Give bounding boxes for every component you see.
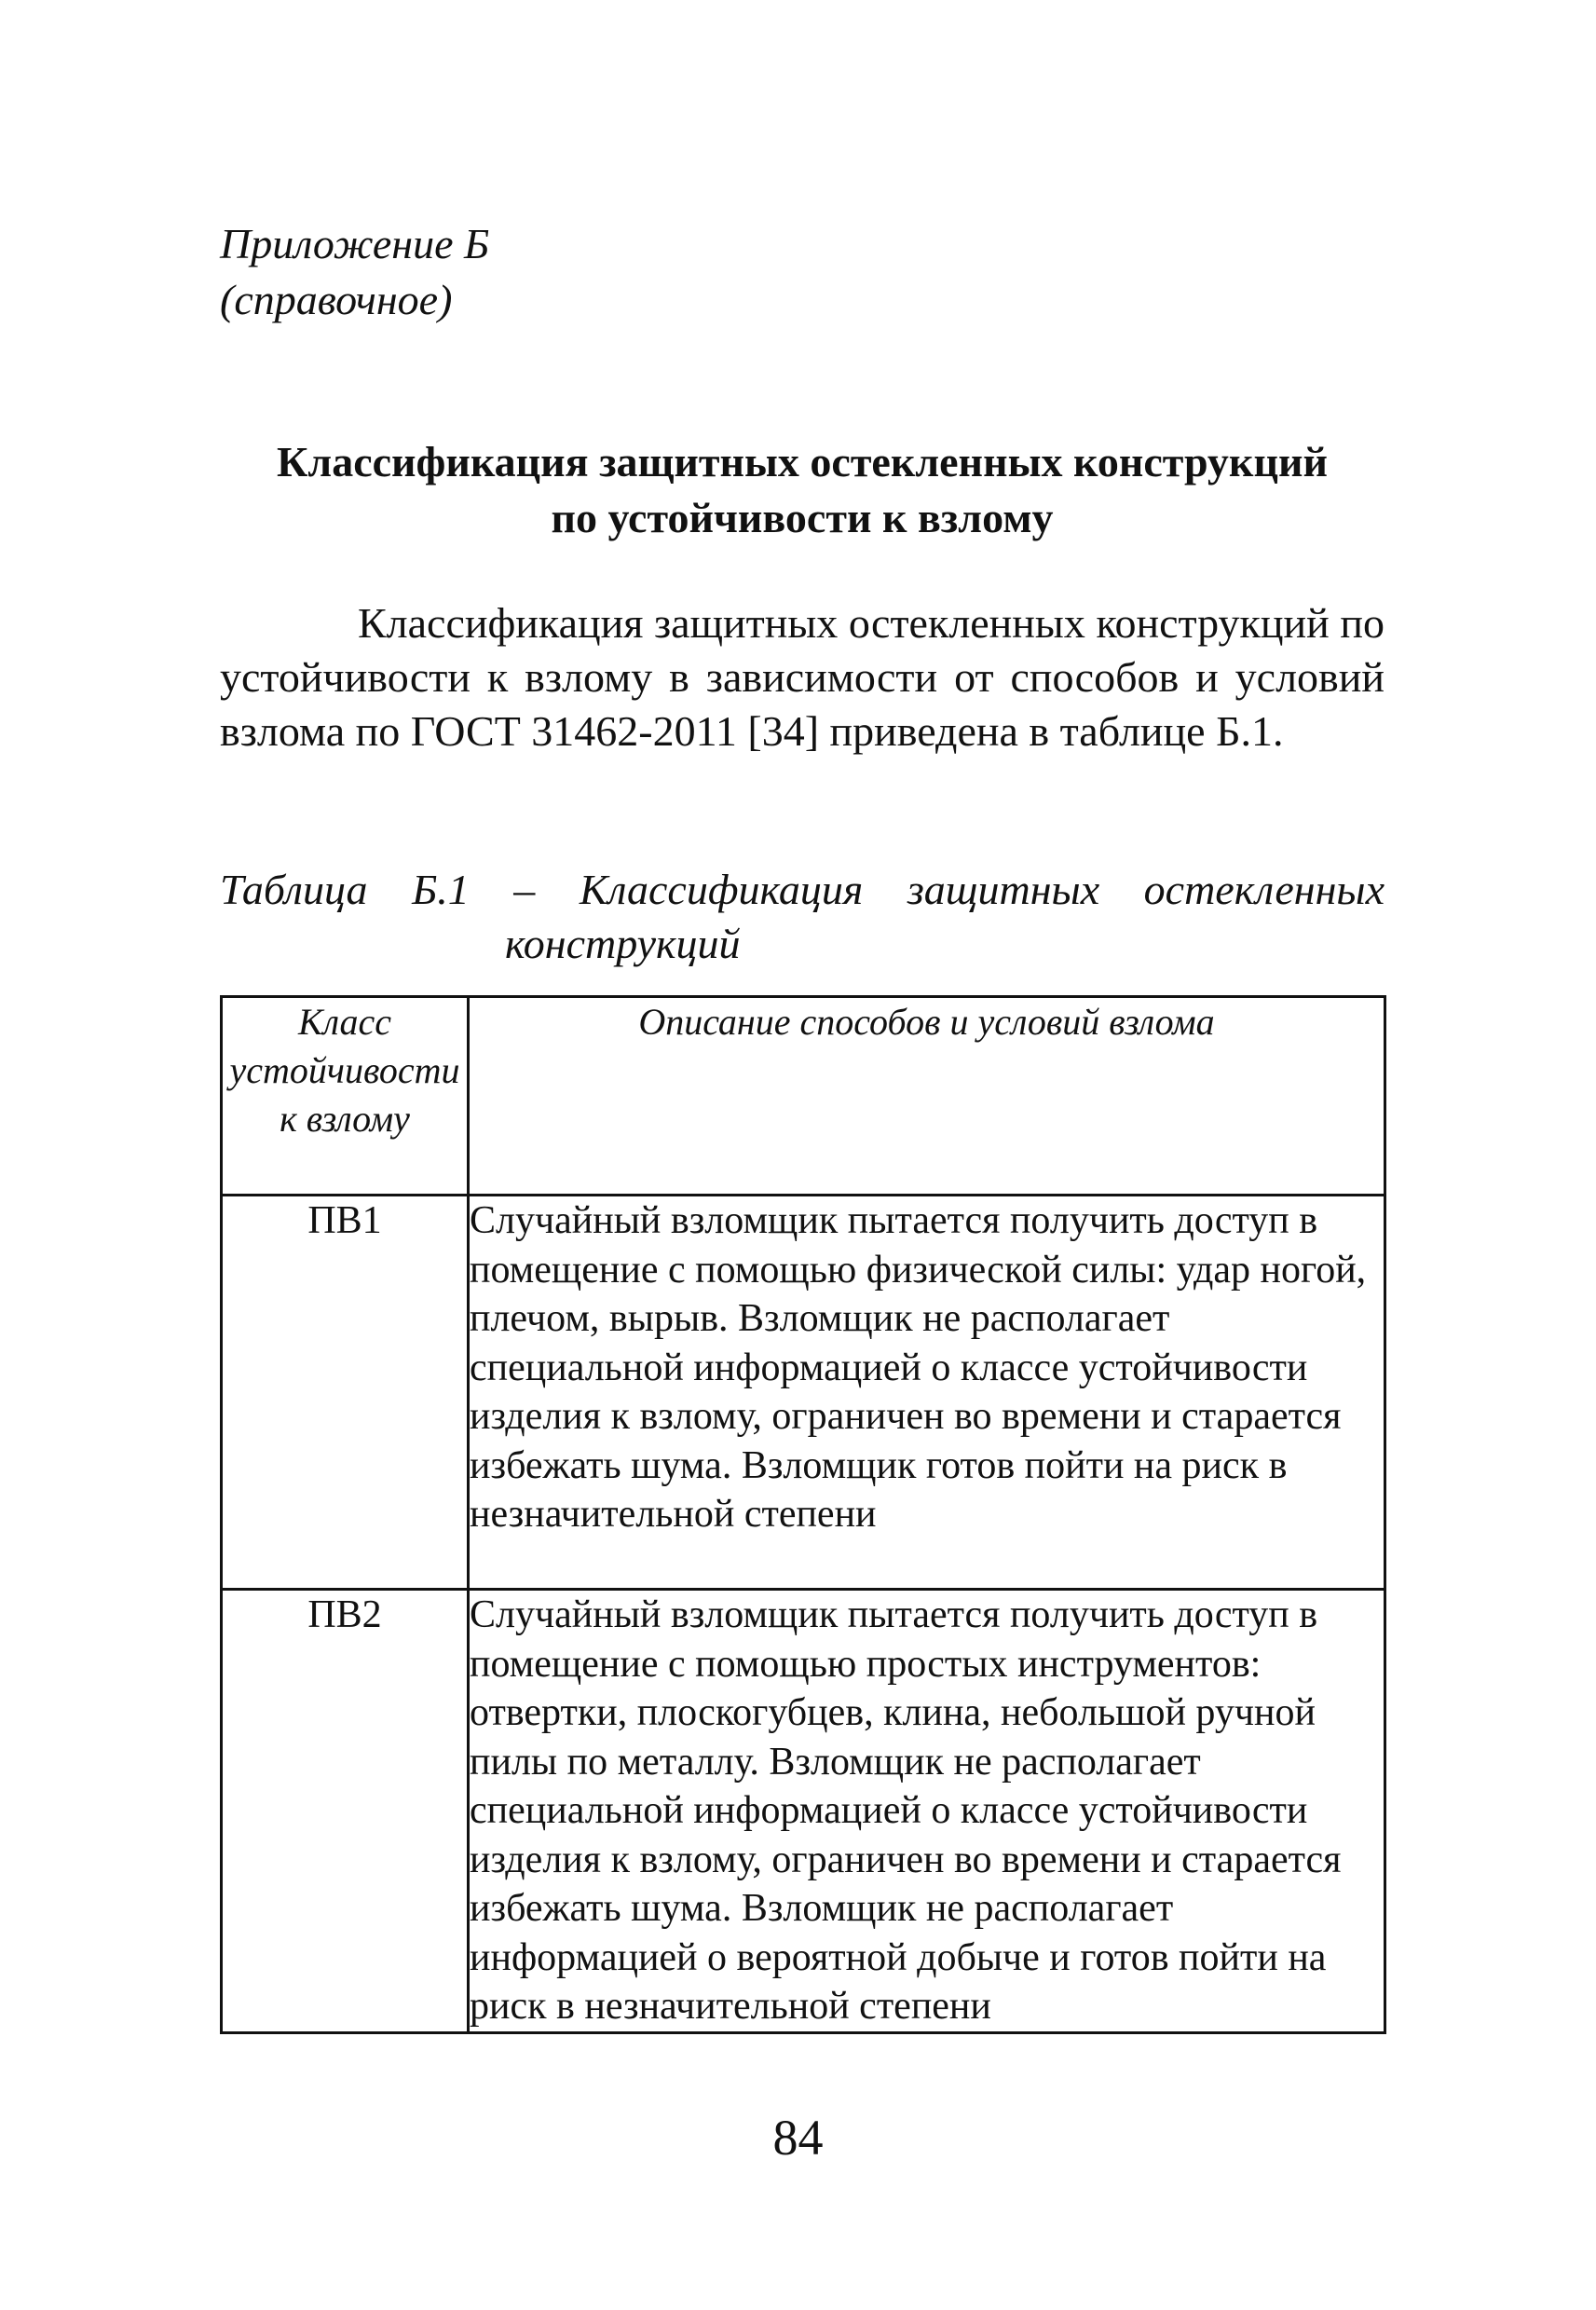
description-cell: Случайный взломщик пытается получить доступ в помещение с помощью простых инструментов: отвертки, плоскогубцев, клина, небольшой ручной пилы по металлу. Взломщик не располагает специальной информацией о классе устойчивости изделия к взлому, ограничен во времени и старается избежать шума. Взломщик не располагает информацией о вероятной добыче и готов пойти на риск в незначительной степени (469, 1590, 1385, 2033)
table-header-row (222, 997, 1385, 1196)
table-caption-line-1: Таблица Б.1 – Классификация защитных остекленных (220, 866, 1385, 913)
appendix-label (220, 216, 489, 328)
table-row (222, 1196, 1385, 1590)
section-heading-line-2: по устойчивости к взлому (551, 494, 1054, 541)
class-cell: ПВ2 (222, 1590, 469, 2033)
table-caption-line-2: конструкций (505, 920, 741, 967)
section-heading (220, 434, 1385, 546)
header-description-cell: Описание способов и условий взлома (469, 997, 1385, 1196)
table-row (222, 1590, 1385, 2033)
page-number: 84 (772, 2110, 824, 2166)
appendix-title: Приложение Б (220, 220, 490, 267)
header-class-cell: Класс устойчивости к взлому (222, 997, 469, 1196)
class-cell: ПВ1 (222, 1196, 469, 1590)
intro-paragraph: Классификация защитных остекленных конструкций по устойчивости к взлому в зависимости от способов и условий взлома по ГОСТ 31462-2011 [34] приведена в таблице Б.1. (220, 599, 1385, 755)
table-caption (220, 863, 1385, 971)
section-heading-line-1: Классификация защитных остекленных конструкций (277, 438, 1328, 485)
description-cell: Случайный взломщик пытается получить доступ в помещение с помощью физической силы: удар ногой, плечом, вырыв. Взломщик не располагает специальной информацией о классе устойчивости изделия к взлому, ограничен во времени и старается избежать шума. Взломщик готов пойти на риск в незначительной степени (469, 1196, 1385, 1590)
appendix-subtitle: (справочное) (220, 276, 453, 323)
classification-table (220, 995, 1386, 2034)
